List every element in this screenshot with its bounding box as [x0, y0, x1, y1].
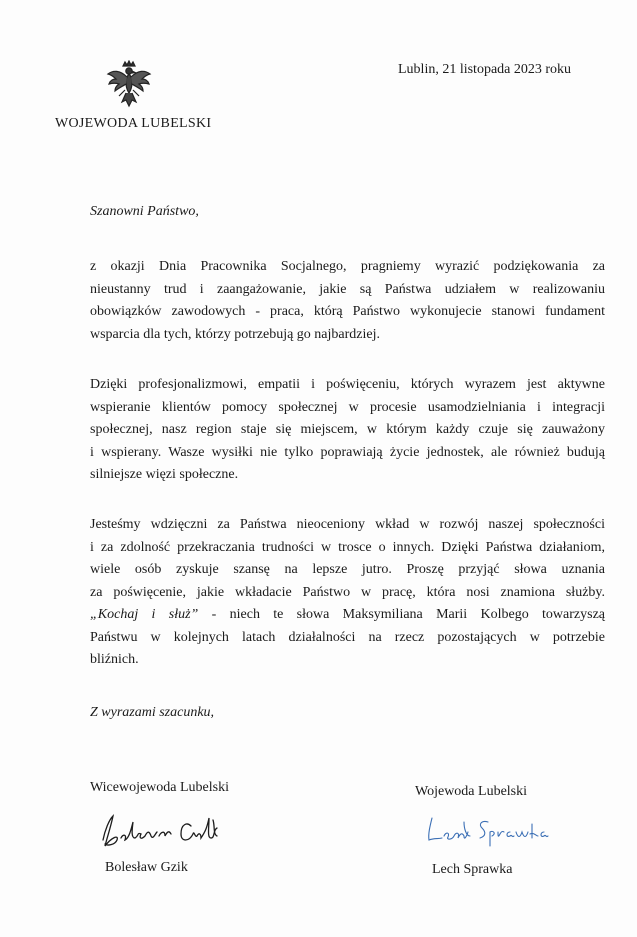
closing: Z wyrazami szacunku,	[90, 705, 215, 720]
text-line: obowiązków zawodowych - praca, którą Państwo wykonujecie stanowi fundament	[90, 304, 605, 319]
text-line	[90, 604, 605, 627]
place-and-date: Lublin, 21 listopada 2023 roku	[398, 62, 572, 77]
right-signatory-title: Wojewoda Lubelski	[415, 784, 528, 799]
text-line: z okazji Dnia Pracownika Socjalnego, pragniemy wyrazić podziękowania za	[90, 259, 605, 274]
kolbe-quote: „Kochaj i służ”	[90, 607, 199, 622]
salutation: Szanowni Państwo,	[90, 204, 199, 219]
paragraph-2	[90, 374, 605, 487]
quote-continuation: - niech te słowa Maksymiliana Marii Kolbego towarzyszą	[198, 607, 605, 622]
text-line: Państwu w kolejnych latach działalności na rzecz pozostających w potrzebie	[90, 629, 605, 645]
left-signatory-title: Wicewojewoda Lubelski	[90, 780, 230, 795]
text-line: wspieranie klientów pomocy społecznej w procesie usamodzielniania i integracji	[90, 399, 605, 415]
text-line: za poświęcenie, jakie wkładacie Państwo w pracę, która nosi znamiona służby.	[90, 584, 605, 600]
handwritten-signature-left	[95, 808, 245, 853]
text-line: wsparcia dla tych, którzy potrzebują go najbardziej.	[90, 326, 380, 342]
text-line: silniejsze więzi społeczne.	[90, 467, 239, 482]
text-line: Jesteśmy wdzięczni za Państwa nieoceniony wkład w rozwój naszej społeczności	[90, 517, 605, 532]
text-line: Dzięki profesjonalizmowi, empatii i poświęceniu, których wyrazem jest aktywne	[90, 377, 605, 392]
right-signatory-name: Lech Sprawka	[432, 862, 513, 877]
paragraph-3	[90, 514, 605, 672]
text-line: społecznej, nasz region staje się miejscem, w którym każdy czuje się zauważony	[90, 422, 605, 437]
paragraph-1	[90, 256, 605, 346]
text-line: bliźnich.	[90, 652, 139, 667]
handwritten-signature-right	[420, 810, 550, 850]
text-line: i wspierany. Wasze wysiłki nie tylko poprawiają życie jednostek, ale również budują	[90, 444, 605, 460]
eagle-emblem-icon	[104, 60, 154, 112]
text-line: wiele osób zyskuje szansę na lepsze jutro. Proszę przyjąć słowa uznania	[90, 562, 605, 577]
text-line: i za zdolność przekraczania trudności w trosce o innych. Dzięki Państwa działaniom,	[90, 539, 605, 555]
office-name: WOJEWODA LUBELSKI	[55, 116, 212, 131]
text-line: nieustanny trud i zaangażowanie, jakie są Państwa udziałem w realizowaniu	[90, 281, 605, 297]
left-signatory-name: Bolesław Gzik	[105, 860, 188, 875]
